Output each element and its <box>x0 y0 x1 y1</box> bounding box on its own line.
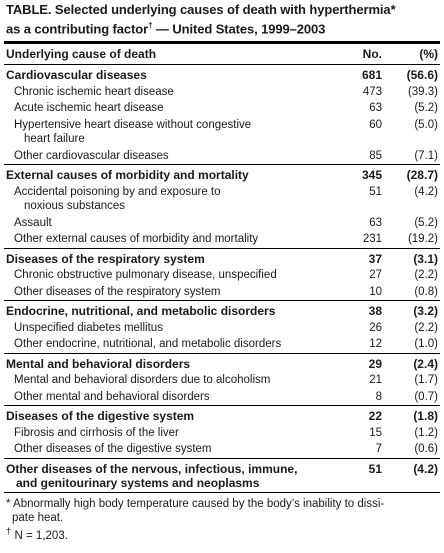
row-label <box>4 425 334 442</box>
category-count: 51 <box>334 458 384 492</box>
row-label-text: Acute ischemic heart disease <box>14 102 164 115</box>
row-label <box>4 441 334 458</box>
row-percent: (0.6) <box>414 443 438 456</box>
row-count: 27 <box>369 269 382 282</box>
category-count: 38 <box>334 301 384 320</box>
category-count: 681 <box>361 68 382 83</box>
row-label-text: Unspecified diabetes mellitus <box>14 321 163 334</box>
row-count: 15 <box>369 426 382 439</box>
category-label <box>4 458 334 492</box>
table-row <box>4 284 440 301</box>
table-bottom-rule <box>4 492 440 493</box>
row-label <box>4 284 334 301</box>
row-count: 60 <box>369 118 382 131</box>
category-count: 29 <box>334 353 384 372</box>
row-count: 51 <box>369 185 382 198</box>
footnotes <box>6 497 440 543</box>
category-name: Mental and behavioral disorders <box>6 356 191 371</box>
row-label-text: Chronic ischemic heart disease <box>14 85 174 98</box>
row-percent: (1.2) <box>414 426 438 439</box>
row-percent: (0.7) <box>414 390 438 403</box>
row-count: 7 <box>375 443 382 456</box>
row-percent: (1.0) <box>414 338 438 351</box>
category-name: External causes of morbidity and mortality <box>6 168 249 183</box>
footnote-2-text: N = 1,203. <box>11 529 68 542</box>
category-row <box>4 353 440 372</box>
row-label-text: Hypertensive heart disease without congestive <box>14 118 252 131</box>
category-row <box>4 406 440 425</box>
row-label <box>4 117 334 148</box>
table-row <box>4 441 440 458</box>
table-title <box>6 2 440 37</box>
row-percent: (5.0) <box>414 118 438 131</box>
category-percent: (56.6) <box>406 68 438 83</box>
row-percent: (39.3) <box>407 85 438 98</box>
table-row <box>4 425 440 442</box>
row-label <box>4 336 334 353</box>
row-label <box>4 320 334 337</box>
category-row <box>4 248 440 267</box>
category-name: Diseases of the digestive system <box>6 409 195 424</box>
row-count: 85 <box>369 149 382 162</box>
row-percent: (1.7) <box>414 374 438 387</box>
row-label-text: Other mental and behavioral disorders <box>14 390 210 403</box>
header-number: No. <box>334 44 384 65</box>
row-count: 231 <box>362 233 382 246</box>
category-name: Other diseases of the nervous, infectious, immune, <box>6 461 298 476</box>
category-label <box>4 406 334 425</box>
row-label-text: Chronic obstructive pulmonary disease, unspecified <box>14 269 277 282</box>
row-percent: (5.2) <box>414 216 438 229</box>
row-count: 473 <box>362 85 382 98</box>
category-row <box>4 65 440 84</box>
table-row <box>4 215 440 232</box>
category-label <box>4 301 334 320</box>
row-label <box>4 389 334 406</box>
row-label-text: Accidental poisoning by and exposure to <box>14 185 221 198</box>
row-percent: (4.2) <box>414 185 438 198</box>
row-label-text: Mental and behavioral disorders due to alcoholism <box>14 374 271 387</box>
category-row <box>4 458 440 492</box>
title-line-1: TABLE. Selected underlying causes of death with hyperthermia* <box>6 2 396 17</box>
row-count: 26 <box>369 321 382 334</box>
row-label <box>4 267 334 284</box>
causes-table <box>4 41 440 493</box>
footnote-2 <box>6 525 440 543</box>
category-label <box>4 165 334 184</box>
footnote-1 <box>6 497 440 525</box>
category-count: 37 <box>334 248 384 267</box>
row-percent: (0.8) <box>414 285 438 298</box>
row-label-text: Fibrosis and cirrhosis of the liver <box>14 426 179 439</box>
category-percent: (3.2) <box>384 301 440 320</box>
category-row <box>4 165 440 184</box>
table-row <box>4 389 440 406</box>
title-line-2-suffix: — United States, 1999–2003 <box>152 21 326 37</box>
row-label-text: Other endocrine, nutritional, and metabolic disorders <box>14 338 282 351</box>
row-count: 10 <box>369 285 382 298</box>
category-percent: (28.7) <box>384 165 440 184</box>
row-label-text: Other diseases of the digestive system <box>14 443 212 456</box>
row-label <box>4 215 334 232</box>
row-percent: (7.1) <box>414 149 438 162</box>
footnote-1-line-2: pate heat. <box>12 511 64 524</box>
row-percent: (2.2) <box>414 269 438 282</box>
row-count: 63 <box>369 216 382 229</box>
title-dagger: † <box>148 21 153 30</box>
row-label-text: Assault <box>14 216 52 229</box>
table-body <box>4 65 440 493</box>
row-label <box>4 372 334 389</box>
row-count: 8 <box>375 390 382 403</box>
category-label <box>4 248 334 267</box>
table-row <box>4 320 440 337</box>
row-percent: (2.2) <box>414 321 438 334</box>
row-label-text: Other cardiovascular diseases <box>14 149 169 162</box>
category-name: Endocrine, nutritional, and metabolic disorders <box>6 304 276 319</box>
row-percent: (19.2) <box>407 233 438 246</box>
row-label <box>4 84 334 101</box>
table-row <box>4 231 440 248</box>
title-line-2 <box>6 18 440 37</box>
category-label <box>4 65 334 84</box>
row-label <box>4 184 334 215</box>
table-row <box>4 84 440 101</box>
category-percent: (2.4) <box>384 353 440 372</box>
category-percent: (4.2) <box>384 458 440 492</box>
category-percent: (3.1) <box>384 248 440 267</box>
category-name: Diseases of the respiratory system <box>6 251 205 266</box>
footnote-dagger: † <box>6 525 12 537</box>
table-row <box>4 100 440 117</box>
row-label <box>4 100 334 117</box>
header-cause: Underlying cause of death <box>4 44 334 65</box>
category-count: 22 <box>334 406 384 425</box>
row-count: 21 <box>369 374 382 387</box>
row-label-continued: heart failure <box>24 133 85 146</box>
category-count: 345 <box>334 165 384 184</box>
row-label-text: Other external causes of morbidity and mortality <box>14 233 259 246</box>
table-row <box>4 267 440 284</box>
row-percent: (5.2) <box>414 102 438 115</box>
row-count: 12 <box>369 338 382 351</box>
row-label-continued: noxious substances <box>24 200 126 213</box>
category-row <box>4 301 440 320</box>
category-label <box>4 353 334 372</box>
header-row <box>4 44 440 65</box>
row-label-text: Other diseases of the respiratory system <box>14 285 221 298</box>
category-percent: (1.8) <box>384 406 440 425</box>
category-name-continued: and genitourinary systems and neoplasms <box>16 476 260 491</box>
header-percent: (%) <box>384 44 440 65</box>
footnote-1-line-1: * Abnormally high body temperature caused by the body’s inability to dissi- <box>6 497 385 510</box>
table-row <box>4 372 440 389</box>
table-row <box>4 184 440 215</box>
table-row <box>4 117 440 148</box>
table-row <box>4 148 440 165</box>
table-row <box>4 336 440 353</box>
category-name: Cardiovascular diseases <box>6 68 147 83</box>
row-label <box>4 148 334 165</box>
title-line-2-text: as a contributing factor <box>6 21 149 37</box>
row-label <box>4 231 334 248</box>
row-count: 63 <box>369 102 382 115</box>
